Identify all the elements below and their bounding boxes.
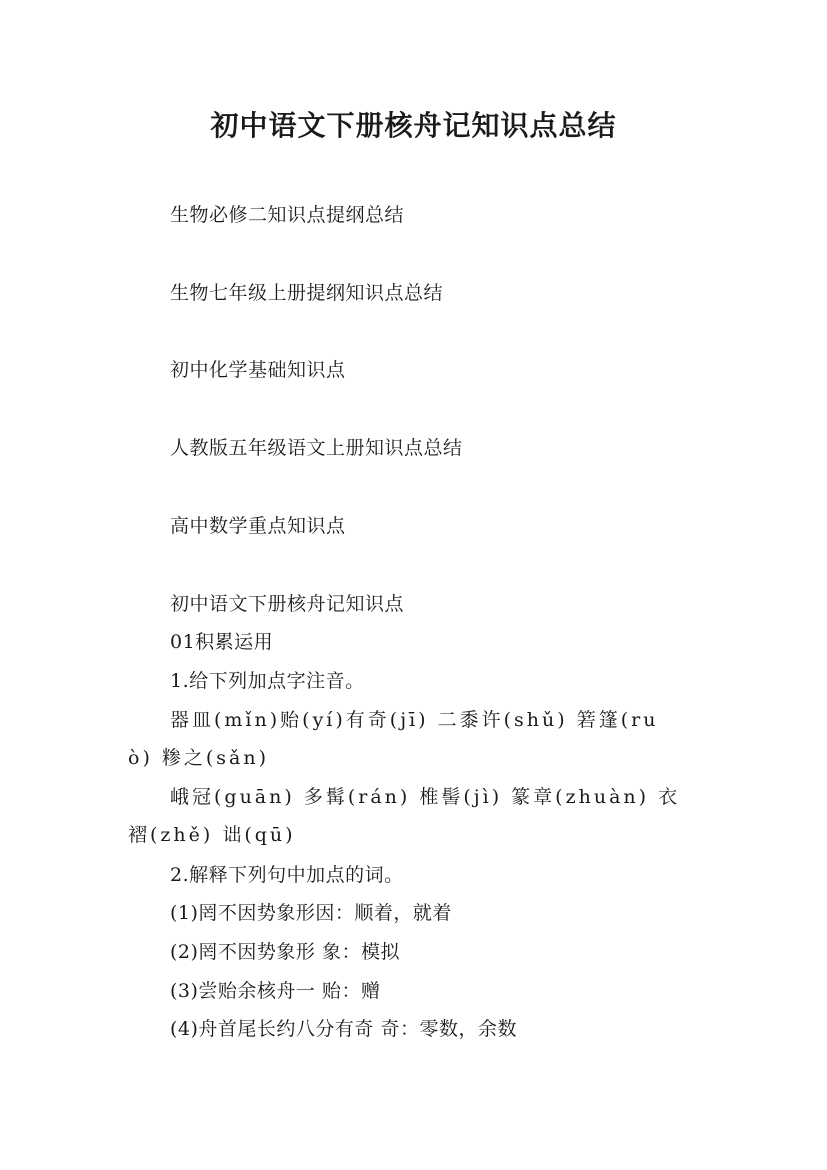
related-link[interactable]: 生物必修二知识点提纲总结 <box>170 204 405 226</box>
definition-item: (3)尝贻余核舟一 贻：赠 <box>170 980 381 1002</box>
related-link[interactable]: 生物七年级上册提纲知识点总结 <box>170 282 444 304</box>
definition-item: (2)罔不因势象形 象：模拟 <box>170 941 400 963</box>
related-link[interactable]: 人教版五年级语文上册知识点总结 <box>170 437 463 459</box>
question-1: 1.给下列加点字注音。 <box>170 670 365 692</box>
pinyin-line: 褶(zhě) 诎(qū) <box>128 824 296 846</box>
page-title: 初中语文下册核舟记知识点总结 <box>210 109 617 142</box>
section-heading: 01积累运用 <box>170 631 274 653</box>
question-2: 2.解释下列句中加点的词。 <box>170 864 404 886</box>
definition-item: (4)舟首尾长约八分有奇 奇：零数，余数 <box>170 1018 517 1040</box>
content-heading: 初中语文下册核舟记知识点 <box>170 593 405 615</box>
related-link[interactable]: 高中数学重点知识点 <box>170 515 346 537</box>
pinyin-line: ò) 糁之(sǎn) <box>128 747 270 769</box>
pinyin-line: 峨冠(guān) 多髯(rán) 椎髻(jì) 篆章(zhuàn) 衣 <box>170 786 681 808</box>
pinyin-line: 器皿(mǐn)贻(yí)有奇(jī) 二黍许(shǔ) 箬篷(ru <box>170 709 659 731</box>
related-link[interactable]: 初中化学基础知识点 <box>170 359 346 381</box>
definition-item: (1)罔不因势象形因：顺着，就着 <box>170 902 452 924</box>
